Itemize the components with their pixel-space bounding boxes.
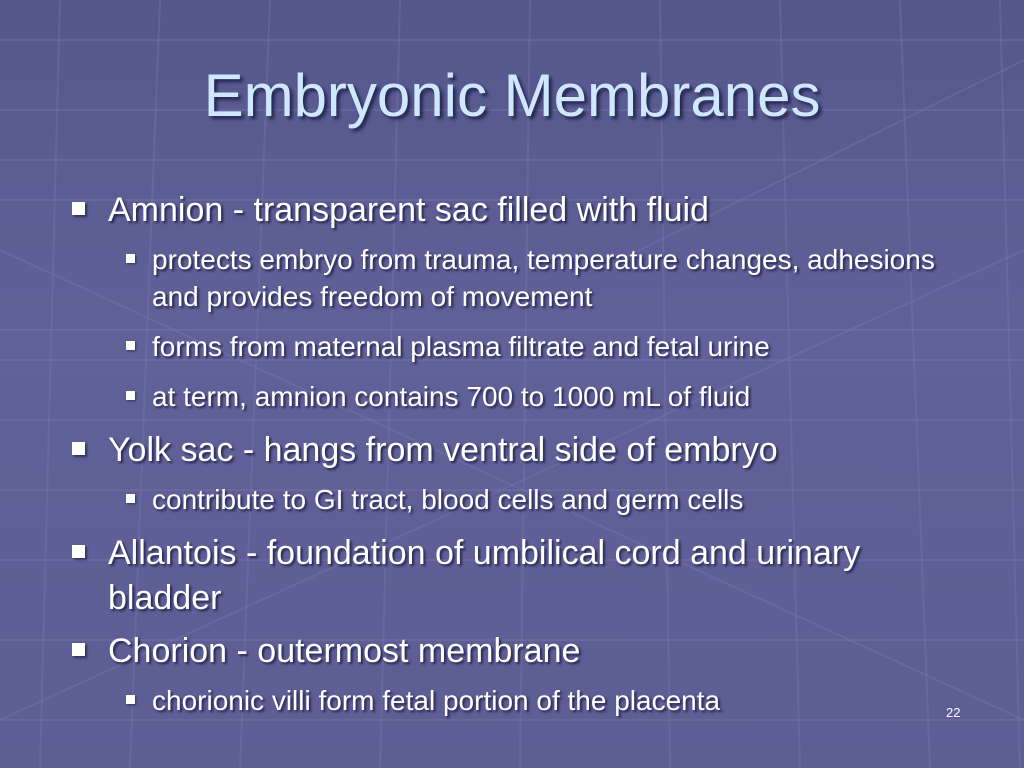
square-bullet-icon <box>126 695 135 704</box>
square-bullet-icon <box>72 643 85 656</box>
square-bullet-icon <box>126 341 135 350</box>
slide-title: Embryonic Membranes <box>203 62 821 129</box>
bullet-amnion <box>72 188 972 233</box>
sub-bullet-text: chorionic villi form fetal portion of the placenta <box>152 685 721 716</box>
sub-bullet <box>72 241 952 315</box>
square-bullet-icon <box>126 494 135 503</box>
sub-bullet <box>72 682 952 719</box>
square-bullet-icon <box>72 545 85 558</box>
square-bullet-icon <box>126 391 135 400</box>
sub-bullet <box>72 378 952 415</box>
bullet-text: Yolk sac - hangs from ventral side of embryo <box>108 431 778 469</box>
sub-bullet-text: forms from maternal plasma filtrate and fetal urine <box>152 331 770 362</box>
sub-bullet-text: contribute to GI tract, blood cells and germ cells <box>152 484 744 515</box>
sub-bullet-text: protects embryo from trauma, temperature changes, adhesions and provides freedom of movement <box>152 244 935 312</box>
square-bullet-icon <box>72 442 85 455</box>
sub-bullet <box>72 481 952 518</box>
bullet-chorion <box>72 629 972 674</box>
bullet-text: Allantois - foundation of umbilical cord and urinary bladder <box>108 534 861 617</box>
bullet-text: Amnion - transparent sac filled with fluid <box>108 191 709 229</box>
bullet-text: Chorion - outermost membrane <box>108 632 581 670</box>
square-bullet-icon <box>72 202 85 215</box>
slide-number: 22 <box>946 705 961 720</box>
sub-bullet <box>72 328 952 365</box>
sub-bullet-text: at term, amnion contains 700 to 1000 mL of fluid <box>152 381 751 412</box>
bullet-yolk-sac <box>72 428 972 473</box>
bullet-allantois <box>72 531 908 621</box>
square-bullet-icon <box>126 254 135 263</box>
bullet-list <box>72 188 972 732</box>
